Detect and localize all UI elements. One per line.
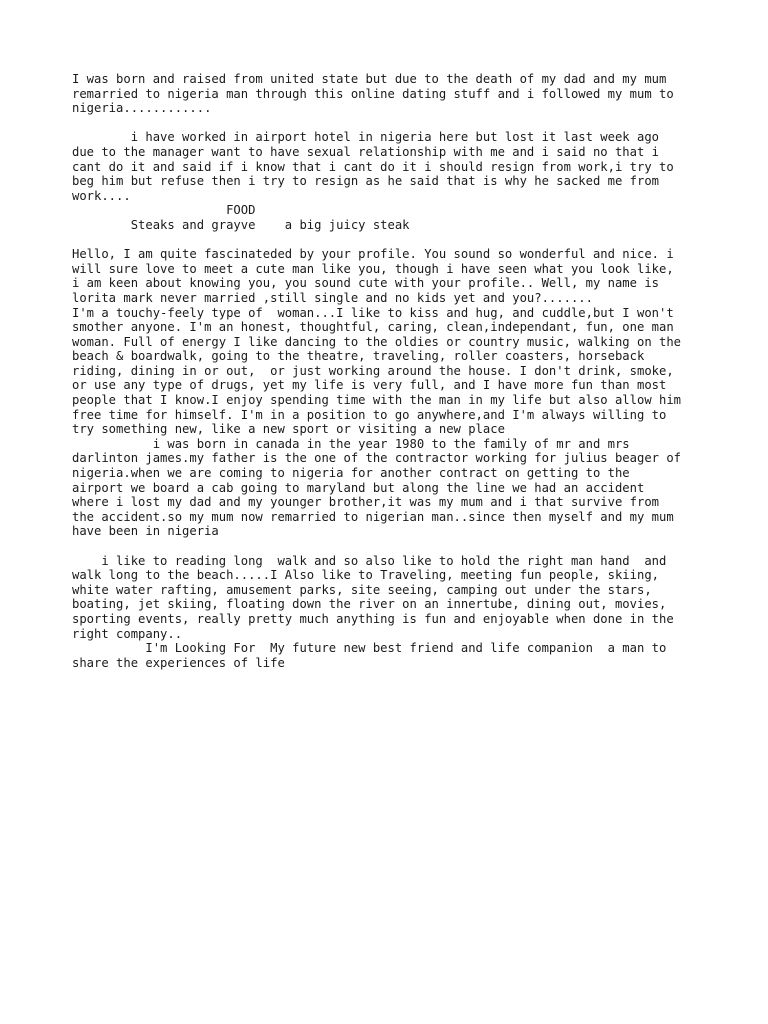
- text-line: the accident.so my mum now remarried to nigerian man..since then myself and my mum: [72, 509, 674, 524]
- text-line: beg him but refuse then i try to resign as he said that is why he sacked me from: [72, 174, 659, 189]
- text-line: i was born in canada in the year 1980 to the family of mr and mrs: [72, 436, 630, 451]
- text-line: lorita mark never married ,still single and no kids yet and you?.......: [72, 290, 593, 305]
- text-line: I'm Looking For My future new best friend and life companion a man to: [72, 641, 667, 656]
- text-line: riding, dining in or out, or just working around the house. I don't drink, smoke,: [72, 363, 674, 378]
- text-line: free time for himself. I'm in a position to go anywhere,and I'm always willing to: [72, 407, 667, 422]
- text-line: have been in nigeria: [72, 524, 219, 539]
- text-line: airport we board a cab going to maryland but along the line we had an accident: [72, 480, 645, 495]
- text-line: i like to reading long walk and so also like to hold the right man hand and: [72, 553, 667, 568]
- text-line: smother anyone. I'm an honest, thoughtful, caring, clean,independant, fun, one man: [72, 320, 674, 335]
- text-line: will sure love to meet a cute man like you, though i have seen what you look like,: [72, 261, 674, 276]
- text-line: sporting events, really pretty much anything is fun and enjoyable when done in the: [72, 611, 674, 626]
- text-line: walk long to the beach.....I Also like to Traveling, meeting fun people, skiing,: [72, 568, 659, 583]
- document-page: [72, 72, 712, 670]
- text-line: people that I know.I enjoy spending time with the man in my life but also allow him: [72, 393, 682, 408]
- text-line: cant do it and said if i know that i cant do it i should resign from work,i try to: [72, 159, 674, 174]
- text-line: nigeria............: [72, 101, 212, 116]
- text-line: beach & boardwalk, going to the theatre, traveling, roller coasters, horseback: [72, 349, 645, 364]
- text-line: darlinton james.my father is the one of the contractor working for julius beager of: [72, 451, 682, 466]
- text-line: woman. Full of energy I like dancing to the oldies or country music, walking on the: [72, 334, 682, 349]
- text-line: right company..: [72, 626, 183, 641]
- text-line: remarried to nigeria man through this online dating stuff and i followed my mum to: [72, 86, 674, 101]
- text-line: or use any type of drugs, yet my life is very full, and I have more fun than most: [72, 378, 667, 393]
- text-line: due to the manager want to have sexual relationship with me and i said no that i: [72, 144, 659, 159]
- text-line: I'm a touchy-feely type of woman...I like to kiss and hug, and cuddle,but I won't: [72, 305, 674, 320]
- text-line: i have worked in airport hotel in nigeria here but lost it last week ago: [72, 130, 659, 145]
- document-body: [72, 72, 712, 670]
- text-line: share the experiences of life: [72, 655, 285, 670]
- text-line: I was born and raised from united state but due to the death of my dad and my mum: [72, 72, 667, 86]
- text-line: Hello, I am quite fascinateded by your profile. You sound so wonderful and nice. i: [72, 247, 674, 262]
- text-line: boating, jet skiing, floating down the river on an innertube, dining out, movies,: [72, 597, 667, 612]
- text-line: nigeria.when we are coming to nigeria for another contract on getting to the: [72, 466, 630, 481]
- text-line: where i lost my dad and my younger brother,it was my mum and i that survive from: [72, 495, 659, 510]
- text-line: white water rafting, amusement parks, site seeing, camping out under the stars,: [72, 582, 652, 597]
- text-line: try something new, like a new sport or visiting a new place: [72, 422, 505, 437]
- text-line: work....: [72, 188, 131, 203]
- text-line: Steaks and grayve a big juicy steak: [72, 217, 410, 232]
- text-line: i am keen about knowing you, you sound cute with your profile.. Well, my name is: [72, 276, 659, 291]
- text-line: FOOD: [72, 203, 256, 218]
